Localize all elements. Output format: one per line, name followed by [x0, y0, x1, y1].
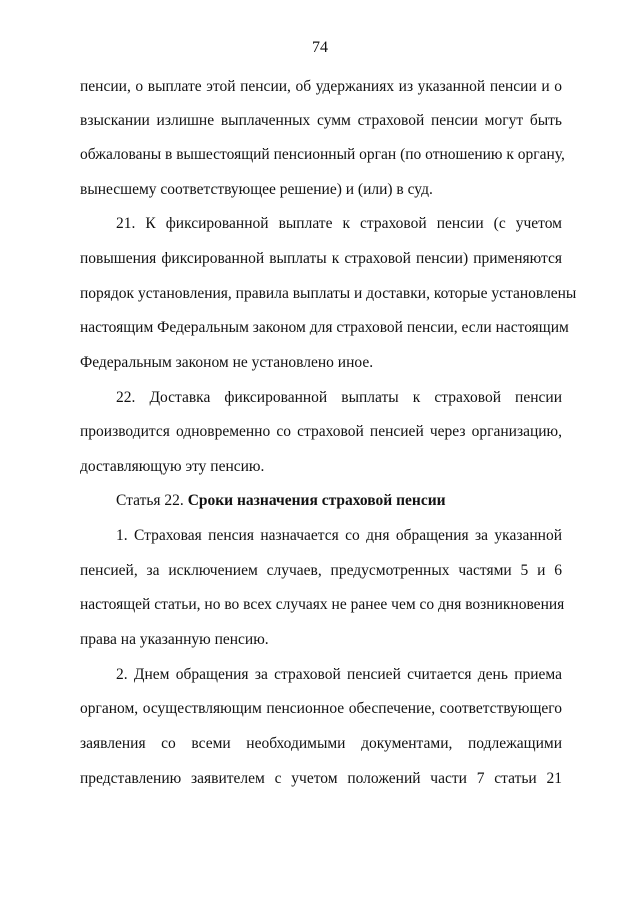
text-line: взыскании излишне выплаченных сумм страховой пенсии могут быть — [80, 112, 562, 129]
page-number: 74 — [312, 39, 328, 56]
text-line: пенсии, о выплате этой пенсии, об удержаниях из указанной пенсии и о — [80, 78, 562, 95]
text-line: настоящей статьи, но во всех случаях не ранее чем со дня возникновения — [80, 596, 565, 613]
article-title: Сроки назначения страховой пенсии — [187, 492, 446, 509]
text-line: производится одновременно со страховой пенсией через организацию, — [80, 423, 562, 440]
text-line: Федеральным законом не установлено иное. — [80, 354, 374, 371]
text-line: органом, осуществляющим пенсионное обеспечение, соответствующего — [80, 700, 562, 717]
article-heading — [116, 491, 562, 511]
text-line: пенсией, за исключением случаев, предусмотренных частями 5 и 6 — [80, 562, 562, 579]
text-line: вынесшему соответствующее решение) и (или) в суд. — [80, 181, 433, 198]
text-line: порядок установления, правила выплаты и доставки, которые установлены — [80, 285, 577, 302]
text-line: представлению заявителем с учетом положений части 7 статьи 21 — [80, 770, 562, 787]
text-line: повышения фиксированной выплаты к страховой пенсии) применяются — [80, 250, 562, 267]
text-line: права на указанную пенсию. — [80, 631, 269, 648]
text-line: обжалованы в вышестоящий пенсионный орган (по отношению к органу, — [80, 146, 565, 163]
article-number: Статья 22. — [116, 492, 184, 509]
paragraph-21-first-line: 21. К фиксированной выплате к страховой пенсии (с учетом — [116, 215, 562, 232]
text-line: заявления со всеми необходимыми документами, подлежащими — [80, 735, 562, 752]
part-1-first-line: 1. Страховая пенсия назначается со дня обращения за указанной — [116, 527, 562, 544]
paragraph-22-first-line: 22. Доставка фиксированной выплаты к страховой пенсии — [116, 389, 562, 406]
text-line: доставляющую эту пенсию. — [80, 458, 265, 475]
part-2-first-line: 2. Днем обращения за страховой пенсией считается день приема — [116, 666, 562, 683]
text-line: настоящим Федеральным законом для страховой пенсии, если настоящим — [80, 319, 569, 336]
